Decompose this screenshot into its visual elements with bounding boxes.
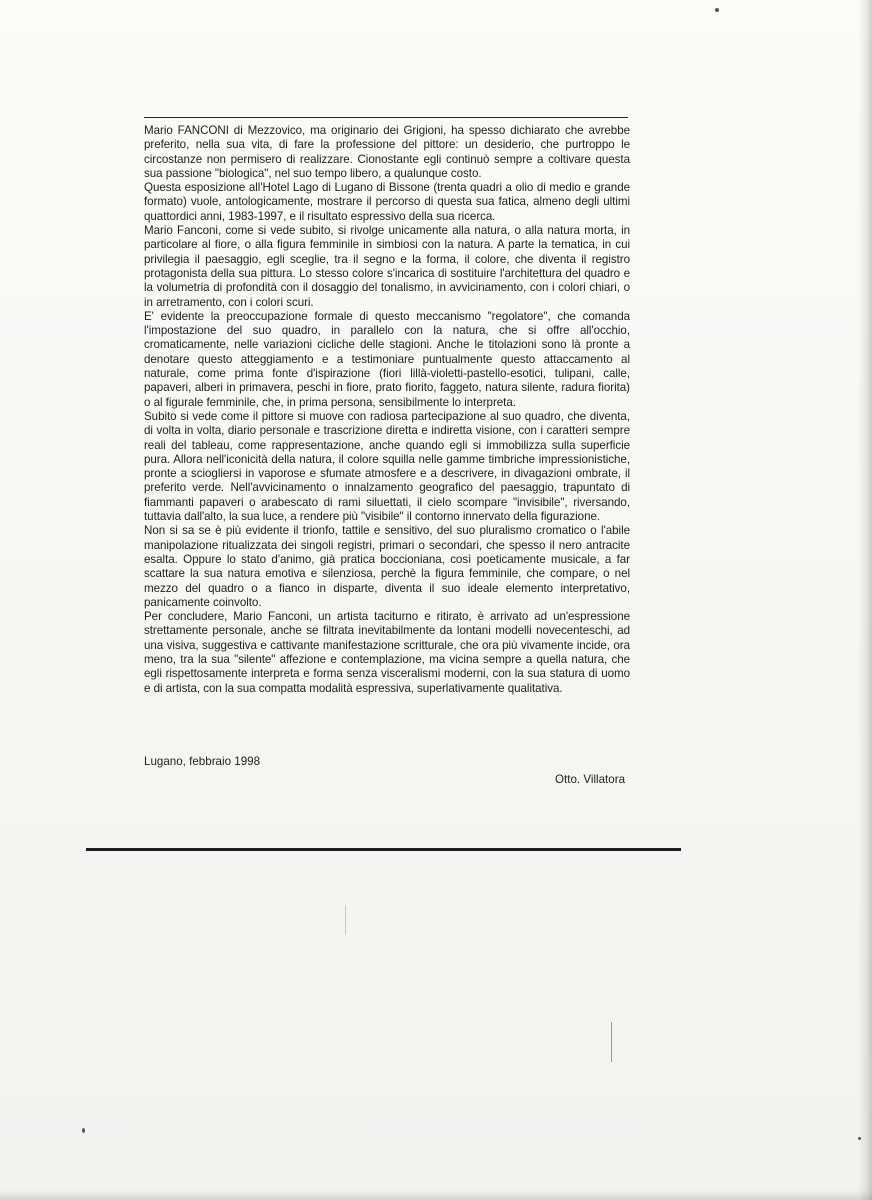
top-divider-line bbox=[144, 117, 628, 118]
bottom-divider-line bbox=[86, 848, 681, 851]
page-edge-shadow bbox=[858, 0, 872, 1200]
article-body bbox=[144, 124, 630, 696]
scan-speck bbox=[82, 1128, 85, 1133]
page-bottom-shadow bbox=[0, 1190, 872, 1200]
paragraph: Subito si vede come il pittore si muove con radiosa partecipazione al suo quadro, che diventa, di volta in volta, diario personale e trascrizione diretta e indiretta visione, con i caratteri sempre reali del tableau, come rappresentazione, anche quando egli si immobilizza sulla superficie pura. Allora nell'iconicità della natura, il colore squilla nelle gamme timbriche impressionistiche, pronte a sciogliersi in vaporose e sfumate atmosfere e a descrivere, in divagazioni ombrate, il preferito verde. Nell'avvicinamento o innalzamento geografico del paesaggio, trapuntato di fiammanti papaveri o arabescato di rami siluettati, il cielo scompare "invisibile", riversando, tuttavia dall'alto, la sua luce, a rendere più "visibile" il contorno innervato della figurazione. bbox=[144, 409, 630, 524]
scan-mark bbox=[611, 1022, 612, 1062]
scan-mark bbox=[345, 905, 346, 935]
scan-speck bbox=[715, 8, 719, 12]
place-and-date: Lugano, febbraio 1998 bbox=[144, 755, 261, 768]
paragraph: Mario Fanconi, come si vede subito, si rivolge unicamente alla natura, o alla natura morta, in particolare al fiore, o alla figura femminile in simbiosi con la natura. A parte la tematica, in cui privilegia il paesaggio, egli sceglie, tra il segno e la forma, il colore, che diventa il registro protagonista della sua pittura. Lo stesso colore s'incarica di sostituire l'architettura del quadro e la volumetria di profondità con il dosaggio del tonalismo, in avvicinamento, con i colori chiari, o in arretramento, con i colori scuri. bbox=[144, 224, 630, 309]
paragraph: Per concludere, Mario Fanconi, un artista taciturno e ritirato, è arrivato ad un'espressione strettamente personale, anche se filtrata inevitabilmente da lontani modelli novecenteschi, ad una visiva, suggestiva e cattivante manifestazione scritturale, che ora più vivamente incide, ora meno, tra la sua "silente" affezione e contemplazione, ma vicina sempre a quella natura, che egli rispettosamente interpreta e forma senza visceralismi moderni, con la sua statura di uomo e di artista, con la sua compatta modalità espressiva, superlativamente qualitativa. bbox=[144, 610, 630, 695]
author-signature: Otto. Villatora bbox=[555, 773, 626, 786]
paragraph: Non si sa se è più evidente il trionfo, tattile e sensitivo, del suo pluralismo cromatico o l'abile manipolazione ritualizzata dei singoli registri, primari o secondari, che spesso il nero antracite esalta. Oppure lo stato d'animo, già pratica boccioniana, così poeticamente musicale, a far scattare la sua natura emotiva e silenziosa, perchè la figura femminile, che compare, o nel mezzo del quadro o a fianco in disparte, diventa il suo ideale elemento interpretativo, panicamente coinvolto. bbox=[144, 524, 630, 609]
paragraph: Questa esposizione all'Hotel Lago di Lugano di Bissone (trenta quadri a olio di medio e grande formato) vuole, antologicamente, mostrare il percorso di questa sua fatica, almeno degli ultimi quattordici anni, 1983-1997, e il risultato espressivo della sua ricerca. bbox=[144, 181, 630, 223]
paragraph: Mario FANCONI di Mezzovico, ma originario dei Grigioni, ha spesso dichiarato che avrebbe preferito, nella sua vita, di fare la professione del pittore: un desiderio, che purtroppo le circostanze non permisero di realizzare. Cionostante egli continuò sempre a coltivare questa sua passione "biologica", nel suo tempo libero, a qualunque costo. bbox=[144, 124, 630, 180]
scan-speck bbox=[858, 1137, 861, 1140]
paragraph: E' evidente la preoccupazione formale di questo meccanismo "regolatore", che comanda l'impostazione del suo quadro, in parallelo con la natura, che si offre all'occhio, cromaticamente, nelle variazioni cicliche delle stagioni. Anche le titolazioni sono là pronte a denotare questo atteggiamento e a testimoniare puntualmente questo attaccamento al naturale, come prima fonte d'ispirazione (fiori lillà-violetti-pastello-esotici, tulipani, calle, papaveri, alberi in primavera, peschi in fiore, prato fiorito, faggeto, natura silente, radura fiorita) o al figurale femminile, che, in prima persona, sensibilmente lo interpreta. bbox=[144, 309, 630, 409]
